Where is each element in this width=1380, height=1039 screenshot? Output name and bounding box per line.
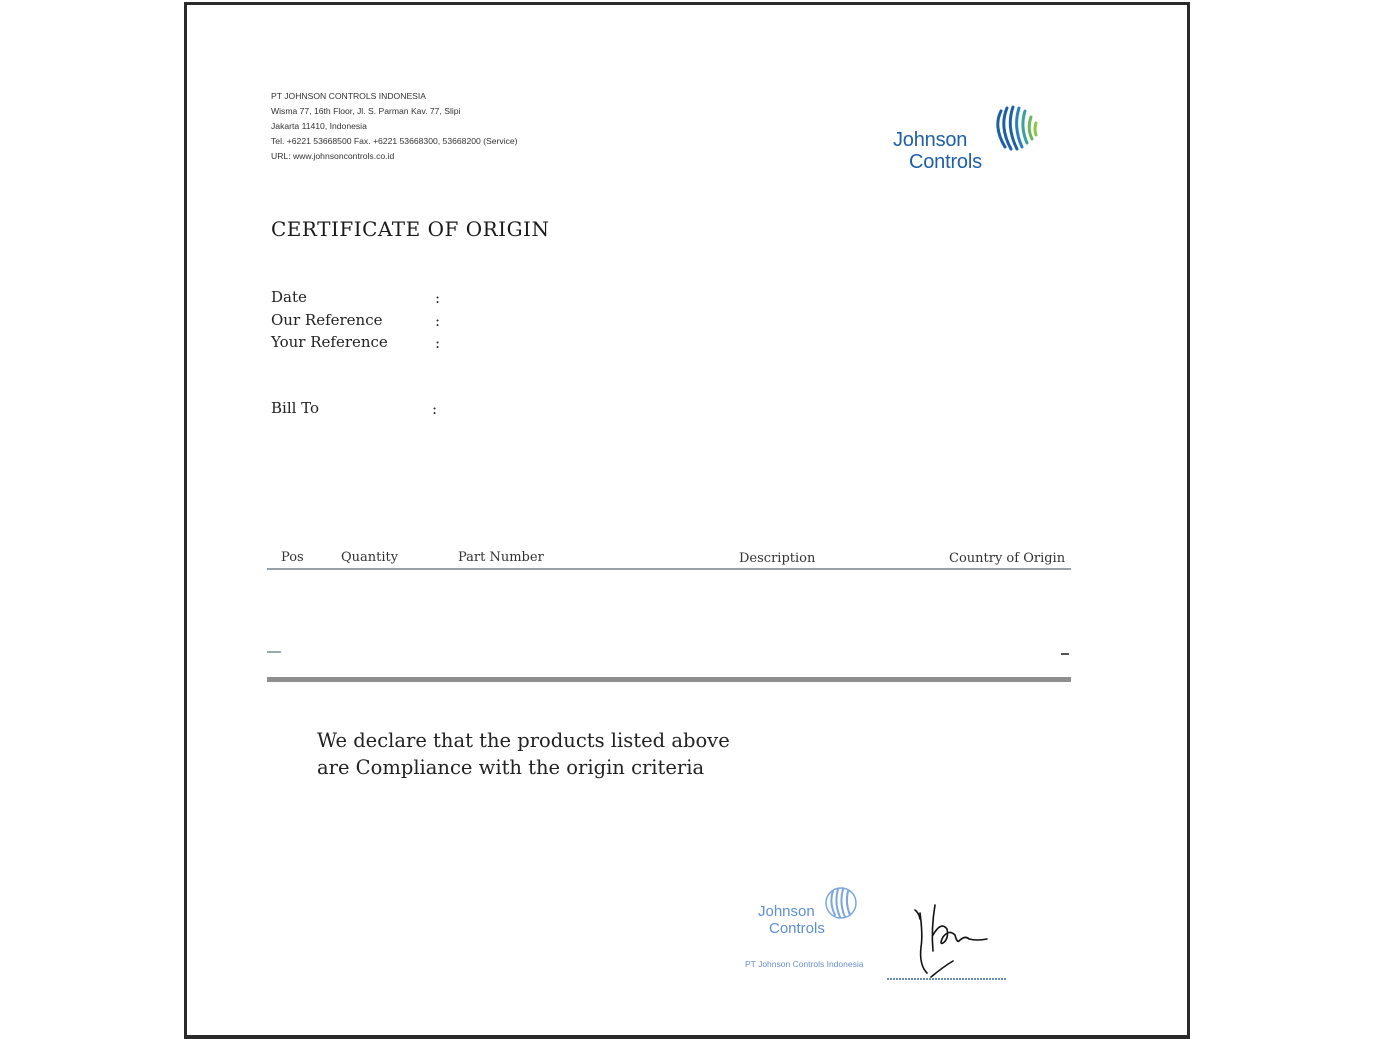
address-line: URL: www.johnsoncontrols.co.id	[271, 151, 395, 161]
bill-to-label: Bill To	[271, 399, 320, 417]
company-address-block	[271, 89, 518, 164]
signature-icon	[887, 895, 1011, 985]
your-reference-colon: :	[435, 334, 441, 352]
our-reference-colon: :	[435, 312, 441, 330]
logo-text-controls: Controls	[909, 151, 982, 173]
table-row-marker	[1061, 653, 1069, 655]
stamp-caption: PT Johnson Controls Indonesia	[745, 959, 864, 969]
table-header-quantity: Quantity	[341, 550, 399, 565]
table-header-part-number: Part Number	[458, 550, 544, 565]
your-reference-label: Your Reference	[271, 333, 388, 351]
table-header-country-of-origin: Country of Origin	[949, 551, 1066, 566]
declaration-line-2: are Compliance with the origin criteria	[317, 756, 705, 779]
document-title: CERTIFICATE OF ORIGIN	[271, 217, 550, 241]
logo-text-johnson: Johnson	[893, 129, 968, 151]
address-line: Jakarta 11410, Indonesia	[271, 121, 367, 131]
stamp-logo-mark-icon	[823, 885, 859, 921]
address-line: Tel. +6221 53668500 Fax. +6221 53668300, 53668200 (Service)	[271, 136, 518, 146]
date-label: Date	[271, 288, 307, 306]
certificate-page	[184, 2, 1190, 1039]
stamp-text-controls: Controls	[769, 920, 825, 937]
our-reference-label: Our Reference	[271, 311, 383, 329]
declaration-line-1: We declare that the products listed above	[317, 729, 730, 752]
table-header-rule	[267, 568, 1071, 570]
address-line: PT JOHNSON CONTROLS INDONESIA	[271, 91, 427, 101]
address-line: Wisma 77, 16th Floor, Jl. S. Parman Kav. 77, Slipi	[271, 106, 461, 116]
bill-to-colon: :	[432, 400, 438, 418]
declaration-text	[317, 727, 730, 781]
table-bottom-rule	[267, 677, 1071, 682]
table-header-description: Description	[739, 551, 816, 566]
company-logo	[893, 105, 1053, 177]
date-colon: :	[435, 289, 441, 307]
company-stamp	[745, 885, 905, 980]
table-header-pos: Pos	[281, 550, 304, 565]
logo-mark-icon	[991, 105, 1043, 153]
table-row-marker	[267, 651, 281, 653]
stamp-text-johnson: Johnson	[758, 903, 815, 920]
